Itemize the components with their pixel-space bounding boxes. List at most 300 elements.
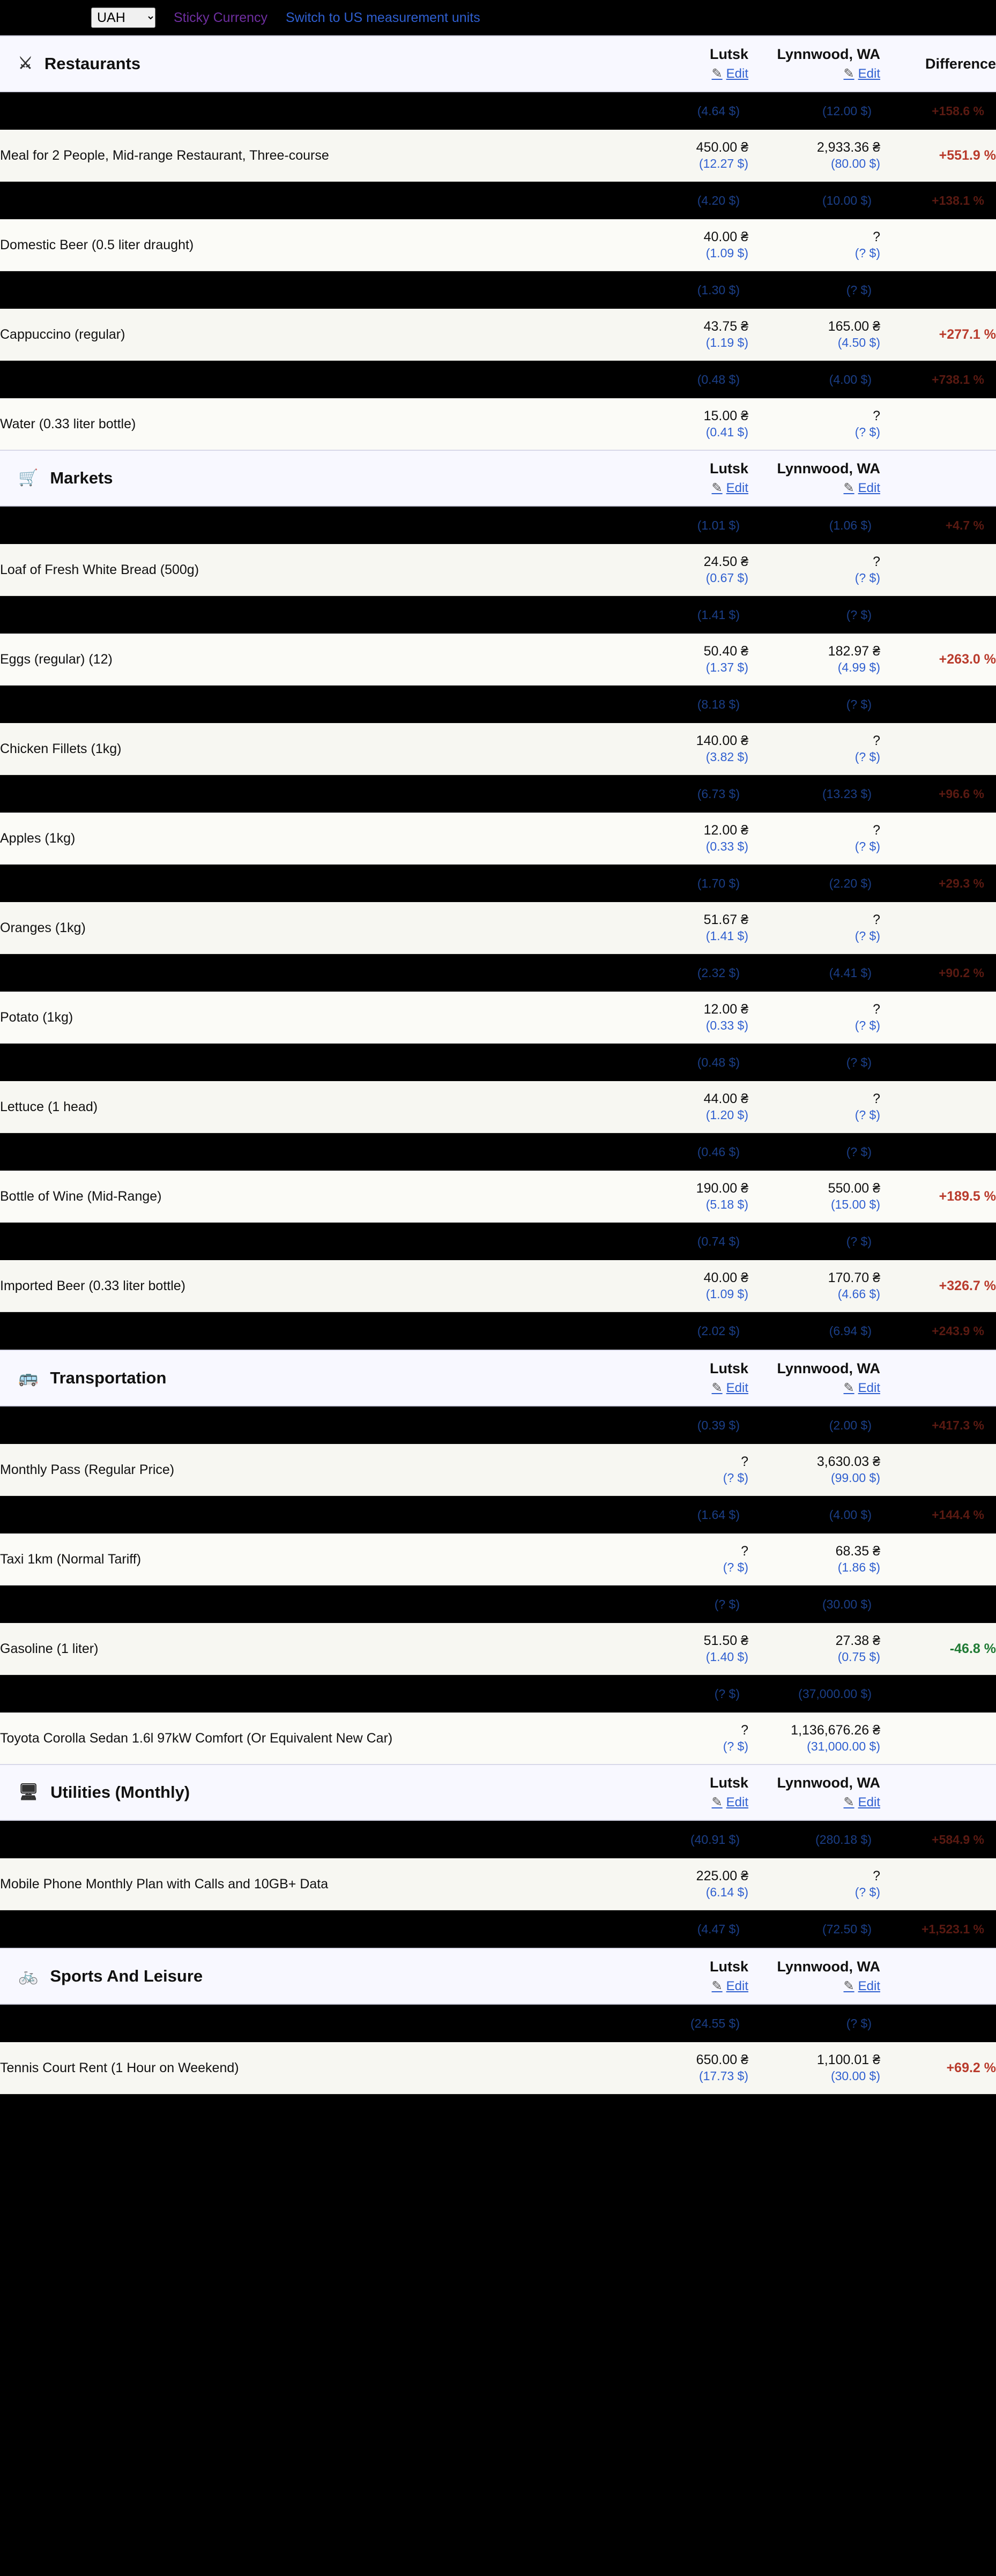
price-city-a xyxy=(626,1260,748,1312)
gap-spacer xyxy=(0,271,626,309)
price-city-a xyxy=(626,544,748,596)
price-usd: (4.99 $) xyxy=(837,660,880,675)
price-local: 550.00 ₴ xyxy=(828,1180,880,1196)
currency-select[interactable] xyxy=(91,8,155,28)
price-city-b xyxy=(748,634,880,686)
gap-range-a: (? $) xyxy=(626,1675,748,1713)
price-local: ? xyxy=(873,1001,880,1017)
range-gap-row xyxy=(0,1133,996,1171)
price-local: 40.00 ₴ xyxy=(703,229,748,244)
item-name: Oranges (1kg) xyxy=(0,902,626,954)
item-name: Taxi 1km (Normal Tariff) xyxy=(0,1533,626,1585)
price-local: 1,136,676.26 ₴ xyxy=(791,1722,880,1738)
price-city-a xyxy=(626,130,748,182)
pencil-icon: ✎ xyxy=(843,66,854,81)
gap-range-a: (1.01 $) xyxy=(626,506,748,544)
price-local: ? xyxy=(873,554,880,569)
gap-spacer xyxy=(0,361,626,399)
price-city-a xyxy=(626,1858,748,1910)
price-local: ? xyxy=(741,1722,748,1738)
price-usd: (? $) xyxy=(854,750,880,764)
gap-range-a: (? $) xyxy=(626,1585,748,1624)
gap-range-b: (? $) xyxy=(748,686,880,724)
pencil-icon: ✎ xyxy=(711,1978,723,1993)
table-row xyxy=(0,544,996,596)
item-name: Gasoline (1 liter) xyxy=(0,1623,626,1675)
edit-link[interactable] xyxy=(626,1978,748,1994)
price-usd: (0.33 $) xyxy=(705,839,748,854)
gap-range-a: (40.91 $) xyxy=(626,1820,748,1858)
price-city-a xyxy=(626,634,748,686)
section-title-label: Transportation xyxy=(50,1368,167,1387)
difference-value: +263.0 % xyxy=(880,634,996,686)
gap-range-a: (4.20 $) xyxy=(626,182,748,220)
difference-value xyxy=(880,1858,996,1910)
gap-range-diff xyxy=(880,686,996,724)
difference-value xyxy=(880,992,996,1044)
edit-link[interactable] xyxy=(748,66,880,82)
price-usd: (17.73 $) xyxy=(698,2069,748,2083)
gap-range-b: (1.06 $) xyxy=(748,506,880,544)
gap-range-diff xyxy=(880,1223,996,1261)
city-a-header xyxy=(626,36,748,92)
gap-range-diff xyxy=(880,596,996,634)
gap-range-b: (? $) xyxy=(748,2004,880,2042)
item-name: Monthly Pass (Regular Price) xyxy=(0,1444,626,1496)
section-header-transportation xyxy=(0,1350,996,1406)
price-usd: (0.33 $) xyxy=(705,1018,748,1033)
pencil-icon: ✎ xyxy=(711,1380,723,1395)
gap-range-b: (2.00 $) xyxy=(748,1406,880,1444)
gap-spacer xyxy=(0,596,626,634)
price-usd: (? $) xyxy=(854,929,880,943)
edit-label: Edit xyxy=(726,1380,748,1395)
gap-spacer xyxy=(0,1585,626,1624)
price-usd: (? $) xyxy=(854,571,880,585)
price-city-b xyxy=(748,992,880,1044)
city-b-header xyxy=(748,1765,880,1820)
range-gap-row xyxy=(0,1312,996,1351)
difference-value: +277.1 % xyxy=(880,309,996,361)
range-gap-row xyxy=(0,1675,996,1713)
gap-range-b: (37,000.00 $) xyxy=(748,1675,880,1713)
range-gap-row xyxy=(0,361,996,399)
city-label: Lutsk xyxy=(709,1360,748,1377)
difference-header xyxy=(880,1765,996,1820)
edit-link[interactable] xyxy=(748,480,880,496)
gap-range-a: (1.64 $) xyxy=(626,1496,748,1534)
price-usd: (? $) xyxy=(723,1739,748,1754)
difference-header xyxy=(880,450,996,506)
price-local: 182.97 ₴ xyxy=(828,643,880,659)
city-a-header xyxy=(626,1350,748,1406)
edit-label: Edit xyxy=(858,1978,880,1993)
item-name: Water (0.33 liter bottle) xyxy=(0,398,626,450)
gap-range-diff xyxy=(880,271,996,309)
edit-link[interactable] xyxy=(626,66,748,82)
city-a-header xyxy=(626,1765,748,1820)
table-row xyxy=(0,1623,996,1675)
table-row xyxy=(0,1260,996,1312)
gap-range-diff xyxy=(880,1585,996,1624)
table-row xyxy=(0,130,996,182)
bus-icon: 🚌 xyxy=(18,1369,39,1387)
table-row xyxy=(0,992,996,1044)
price-usd: (? $) xyxy=(854,1018,880,1033)
gap-range-b: (6.94 $) xyxy=(748,1312,880,1351)
gap-spacer xyxy=(0,865,626,903)
difference-value xyxy=(880,813,996,865)
section-header-markets xyxy=(0,450,996,506)
price-local: 3,630.03 ₴ xyxy=(816,1454,880,1469)
range-gap-row xyxy=(0,865,996,903)
price-city-b xyxy=(748,398,880,450)
difference-value xyxy=(880,1713,996,1765)
gap-spacer xyxy=(0,1496,626,1534)
price-local: 51.67 ₴ xyxy=(703,912,748,927)
table-row xyxy=(0,1713,996,1765)
pencil-icon: ✎ xyxy=(843,1380,854,1395)
price-city-a xyxy=(626,1623,748,1675)
price-local: 51.50 ₴ xyxy=(703,1633,748,1648)
range-gap-row xyxy=(0,92,996,130)
difference-value xyxy=(880,544,996,596)
edit-label: Edit xyxy=(726,1795,748,1810)
table-row xyxy=(0,1858,996,1910)
cutlery-icon: ⚔ xyxy=(18,55,33,72)
city-label: Lynnwood, WA xyxy=(777,46,880,63)
price-city-b xyxy=(748,723,880,775)
top-toolbar xyxy=(0,0,996,35)
gap-range-diff xyxy=(880,1675,996,1713)
item-name: Tennis Court Rent (1 Hour on Weekend) xyxy=(0,2042,626,2094)
difference-value xyxy=(880,902,996,954)
price-city-a xyxy=(626,309,748,361)
range-gap-row xyxy=(0,182,996,220)
gap-range-a: (24.55 $) xyxy=(626,2004,748,2042)
price-local: ? xyxy=(873,733,880,748)
range-gap-row xyxy=(0,954,996,992)
price-usd: (0.41 $) xyxy=(705,425,748,440)
price-city-a xyxy=(626,1444,748,1496)
section-title-cell xyxy=(0,1948,626,2004)
price-usd: (4.66 $) xyxy=(837,1287,880,1301)
price-local: 24.50 ₴ xyxy=(703,554,748,569)
gap-spacer xyxy=(0,92,626,130)
price-usd: (1.40 $) xyxy=(705,1650,748,1664)
item-name: Eggs (regular) (12) xyxy=(0,634,626,686)
price-city-a xyxy=(626,813,748,865)
range-gap-row xyxy=(0,1223,996,1261)
price-usd: (1.37 $) xyxy=(705,660,748,675)
price-local: 43.75 ₴ xyxy=(703,318,748,334)
range-gap-row xyxy=(0,1910,996,1949)
price-city-b xyxy=(748,544,880,596)
price-city-b xyxy=(748,1713,880,1765)
price-usd: (6.14 $) xyxy=(705,1885,748,1900)
item-name: Potato (1kg) xyxy=(0,992,626,1044)
gap-range-a: (8.18 $) xyxy=(626,686,748,724)
city-label: Lynnwood, WA xyxy=(777,1959,880,1975)
price-city-a xyxy=(626,723,748,775)
item-name: Imported Beer (0.33 liter bottle) xyxy=(0,1260,626,1312)
price-usd: (0.67 $) xyxy=(705,571,748,585)
price-city-b xyxy=(748,219,880,271)
edit-link[interactable] xyxy=(748,1380,880,1396)
price-city-b xyxy=(748,1858,880,1910)
section-title-label: Utilities (Monthly) xyxy=(50,1783,190,1801)
gap-range-a: (6.73 $) xyxy=(626,775,748,813)
bicycle-icon: 🚲 xyxy=(18,1967,39,1985)
price-city-b xyxy=(748,130,880,182)
price-local: 140.00 ₴ xyxy=(696,733,748,748)
edit-label: Edit xyxy=(858,480,880,495)
price-city-b xyxy=(748,1623,880,1675)
price-local: ? xyxy=(873,912,880,927)
difference-header xyxy=(880,1350,996,1406)
edit-link[interactable] xyxy=(748,1978,880,1994)
price-usd: (? $) xyxy=(723,1560,748,1575)
gap-range-b: (10.00 $) xyxy=(748,182,880,220)
price-usd: (4.50 $) xyxy=(837,336,880,350)
gap-range-b: (4.41 $) xyxy=(748,954,880,992)
price-local: 225.00 ₴ xyxy=(696,1868,748,1883)
gap-range-diff: +4.7 % xyxy=(880,506,996,544)
table-row xyxy=(0,1081,996,1133)
difference-value: -46.8 % xyxy=(880,1623,996,1675)
comparison-table-body xyxy=(0,36,996,2094)
price-local: 15.00 ₴ xyxy=(703,408,748,423)
item-name: Apples (1kg) xyxy=(0,813,626,865)
sticky-currency-link[interactable]: Sticky Currency xyxy=(174,10,268,25)
price-usd: (1.20 $) xyxy=(705,1108,748,1122)
range-gap-row xyxy=(0,1820,996,1858)
price-usd: (1.19 $) xyxy=(705,336,748,350)
pencil-icon: ✎ xyxy=(843,480,854,495)
price-local: ? xyxy=(873,822,880,838)
gap-range-diff: +96.6 % xyxy=(880,775,996,813)
gap-range-a: (1.41 $) xyxy=(626,596,748,634)
difference-value xyxy=(880,1533,996,1585)
section-title-cell xyxy=(0,450,626,506)
city-b-header xyxy=(748,1948,880,2004)
shopping-cart-icon: 🛒 xyxy=(18,469,39,487)
price-usd: (? $) xyxy=(854,425,880,440)
price-usd: (? $) xyxy=(854,246,880,260)
pencil-icon: ✎ xyxy=(711,1795,723,1810)
price-local: ? xyxy=(741,1454,748,1469)
price-city-a xyxy=(626,1081,748,1133)
city-label: Lutsk xyxy=(709,460,748,477)
price-city-a xyxy=(626,2042,748,2094)
item-name: Toyota Corolla Sedan 1.6l 97kW Comfort (Or Equivalent New Car) xyxy=(0,1713,626,1765)
gap-spacer xyxy=(0,1675,626,1713)
difference-value: +551.9 % xyxy=(880,130,996,182)
table-row xyxy=(0,219,996,271)
gap-spacer xyxy=(0,1820,626,1858)
price-usd: (80.00 $) xyxy=(830,157,880,171)
pencil-icon: ✎ xyxy=(843,1978,854,1993)
price-usd: (15.00 $) xyxy=(830,1197,880,1212)
gap-range-b: (72.50 $) xyxy=(748,1910,880,1949)
gap-range-a: (0.48 $) xyxy=(626,361,748,399)
switch-units-link[interactable]: Switch to US measurement units xyxy=(286,10,480,25)
difference-value xyxy=(880,398,996,450)
gap-range-diff: +29.3 % xyxy=(880,865,996,903)
edit-label: Edit xyxy=(858,1795,880,1810)
section-title-cell xyxy=(0,1765,626,1820)
table-row xyxy=(0,723,996,775)
city-label: Lutsk xyxy=(709,1959,748,1975)
gap-range-b: (12.00 $) xyxy=(748,92,880,130)
table-row xyxy=(0,309,996,361)
city-b-header xyxy=(748,1350,880,1406)
price-local: 170.70 ₴ xyxy=(828,1270,880,1285)
gap-range-a: (0.39 $) xyxy=(626,1406,748,1444)
price-city-b xyxy=(748,2042,880,2094)
pencil-icon: ✎ xyxy=(711,66,723,81)
gap-range-a: (4.64 $) xyxy=(626,92,748,130)
gap-spacer xyxy=(0,506,626,544)
city-label: Lynnwood, WA xyxy=(777,1360,880,1377)
item-name: Chicken Fillets (1kg) xyxy=(0,723,626,775)
section-title-cell xyxy=(0,1350,626,1406)
price-local: 450.00 ₴ xyxy=(696,139,748,155)
gap-range-diff xyxy=(880,1133,996,1171)
gap-spacer xyxy=(0,1910,626,1949)
gap-range-b: (? $) xyxy=(748,271,880,309)
edit-link[interactable] xyxy=(626,1795,748,1811)
gap-range-a: (0.74 $) xyxy=(626,1223,748,1261)
table-row xyxy=(0,902,996,954)
gap-range-b: (13.23 $) xyxy=(748,775,880,813)
edit-label: Edit xyxy=(726,480,748,495)
price-local: 12.00 ₴ xyxy=(703,822,748,838)
gap-range-diff: +158.6 % xyxy=(880,92,996,130)
price-local: 165.00 ₴ xyxy=(828,318,880,334)
price-usd: (? $) xyxy=(854,1885,880,1900)
table-row xyxy=(0,2042,996,2094)
city-a-header xyxy=(626,450,748,506)
price-local: 27.38 ₴ xyxy=(835,1633,880,1648)
gap-range-a: (0.48 $) xyxy=(626,1044,748,1082)
city-a-header xyxy=(626,1948,748,2004)
price-city-b xyxy=(748,1260,880,1312)
price-city-a xyxy=(626,219,748,271)
edit-label: Edit xyxy=(726,1978,748,1993)
price-local: ? xyxy=(873,1091,880,1106)
price-local: 650.00 ₴ xyxy=(696,2052,748,2067)
gap-range-diff: +243.9 % xyxy=(880,1312,996,1351)
item-name: Cappuccino (regular) xyxy=(0,309,626,361)
price-city-a xyxy=(626,1533,748,1585)
gap-range-diff: +90.2 % xyxy=(880,954,996,992)
gap-range-a: (1.70 $) xyxy=(626,865,748,903)
edit-link[interactable] xyxy=(626,1380,748,1396)
section-header-restaurants xyxy=(0,36,996,92)
gap-range-b: (? $) xyxy=(748,1133,880,1171)
difference-value xyxy=(880,219,996,271)
pencil-icon: ✎ xyxy=(843,1795,854,1810)
gap-range-diff: +584.9 % xyxy=(880,1820,996,1858)
price-usd: (1.09 $) xyxy=(705,1287,748,1301)
gap-spacer xyxy=(0,954,626,992)
section-title-label: Restaurants xyxy=(44,54,141,73)
gap-range-diff xyxy=(880,1044,996,1082)
section-header-sports xyxy=(0,1948,996,2004)
difference-value: +69.2 % xyxy=(880,2042,996,2094)
gap-range-b: (4.00 $) xyxy=(748,361,880,399)
range-gap-row xyxy=(0,1044,996,1082)
difference-value: +189.5 % xyxy=(880,1171,996,1223)
price-city-b xyxy=(748,309,880,361)
difference-value xyxy=(880,723,996,775)
item-name: Domestic Beer (0.5 liter draught) xyxy=(0,219,626,271)
edit-label: Edit xyxy=(858,1380,880,1395)
price-usd: (0.75 $) xyxy=(837,1650,880,1664)
edit-link[interactable] xyxy=(748,1795,880,1811)
gap-range-b: (30.00 $) xyxy=(748,1585,880,1624)
range-gap-row xyxy=(0,686,996,724)
gap-range-diff: +144.4 % xyxy=(880,1496,996,1534)
table-row xyxy=(0,634,996,686)
gap-spacer xyxy=(0,1133,626,1171)
gap-range-a: (1.30 $) xyxy=(626,271,748,309)
range-gap-row xyxy=(0,2004,996,2042)
edit-link[interactable] xyxy=(626,480,748,496)
gap-range-a: (0.46 $) xyxy=(626,1133,748,1171)
edit-label: Edit xyxy=(726,66,748,81)
price-local: ? xyxy=(873,1868,880,1883)
city-label: Lynnwood, WA xyxy=(777,1775,880,1791)
price-usd: (? $) xyxy=(854,1108,880,1122)
price-city-a xyxy=(626,992,748,1044)
price-city-a xyxy=(626,1713,748,1765)
gap-spacer xyxy=(0,1223,626,1261)
price-local: 40.00 ₴ xyxy=(703,1270,748,1285)
gap-range-b: (? $) xyxy=(748,1223,880,1261)
gap-spacer xyxy=(0,2004,626,2042)
city-label: Lutsk xyxy=(709,46,748,63)
price-local: 1,100.01 ₴ xyxy=(816,2052,880,2067)
price-usd: (3.82 $) xyxy=(705,750,748,764)
gap-range-a: (2.32 $) xyxy=(626,954,748,992)
price-city-b xyxy=(748,1081,880,1133)
difference-value xyxy=(880,1444,996,1496)
price-local: ? xyxy=(873,408,880,423)
city-label: Lutsk xyxy=(709,1775,748,1791)
difference-header xyxy=(880,1948,996,2004)
range-gap-row xyxy=(0,271,996,309)
item-name: Lettuce (1 head) xyxy=(0,1081,626,1133)
gap-spacer xyxy=(0,775,626,813)
item-name: Loaf of Fresh White Bread (500g) xyxy=(0,544,626,596)
price-local: 44.00 ₴ xyxy=(703,1091,748,1106)
city-b-header xyxy=(748,36,880,92)
difference-header: Difference xyxy=(880,36,996,92)
section-title-label: Sports And Leisure xyxy=(50,1967,203,1985)
gap-range-a: (4.47 $) xyxy=(626,1910,748,1949)
edit-label: Edit xyxy=(858,66,880,81)
price-city-b xyxy=(748,1444,880,1496)
price-city-b xyxy=(748,813,880,865)
difference-value xyxy=(880,1081,996,1133)
range-gap-row xyxy=(0,596,996,634)
gap-range-diff: +738.1 % xyxy=(880,361,996,399)
price-local: 12.00 ₴ xyxy=(703,1001,748,1017)
gap-range-b: (? $) xyxy=(748,1044,880,1082)
table-row xyxy=(0,1171,996,1223)
